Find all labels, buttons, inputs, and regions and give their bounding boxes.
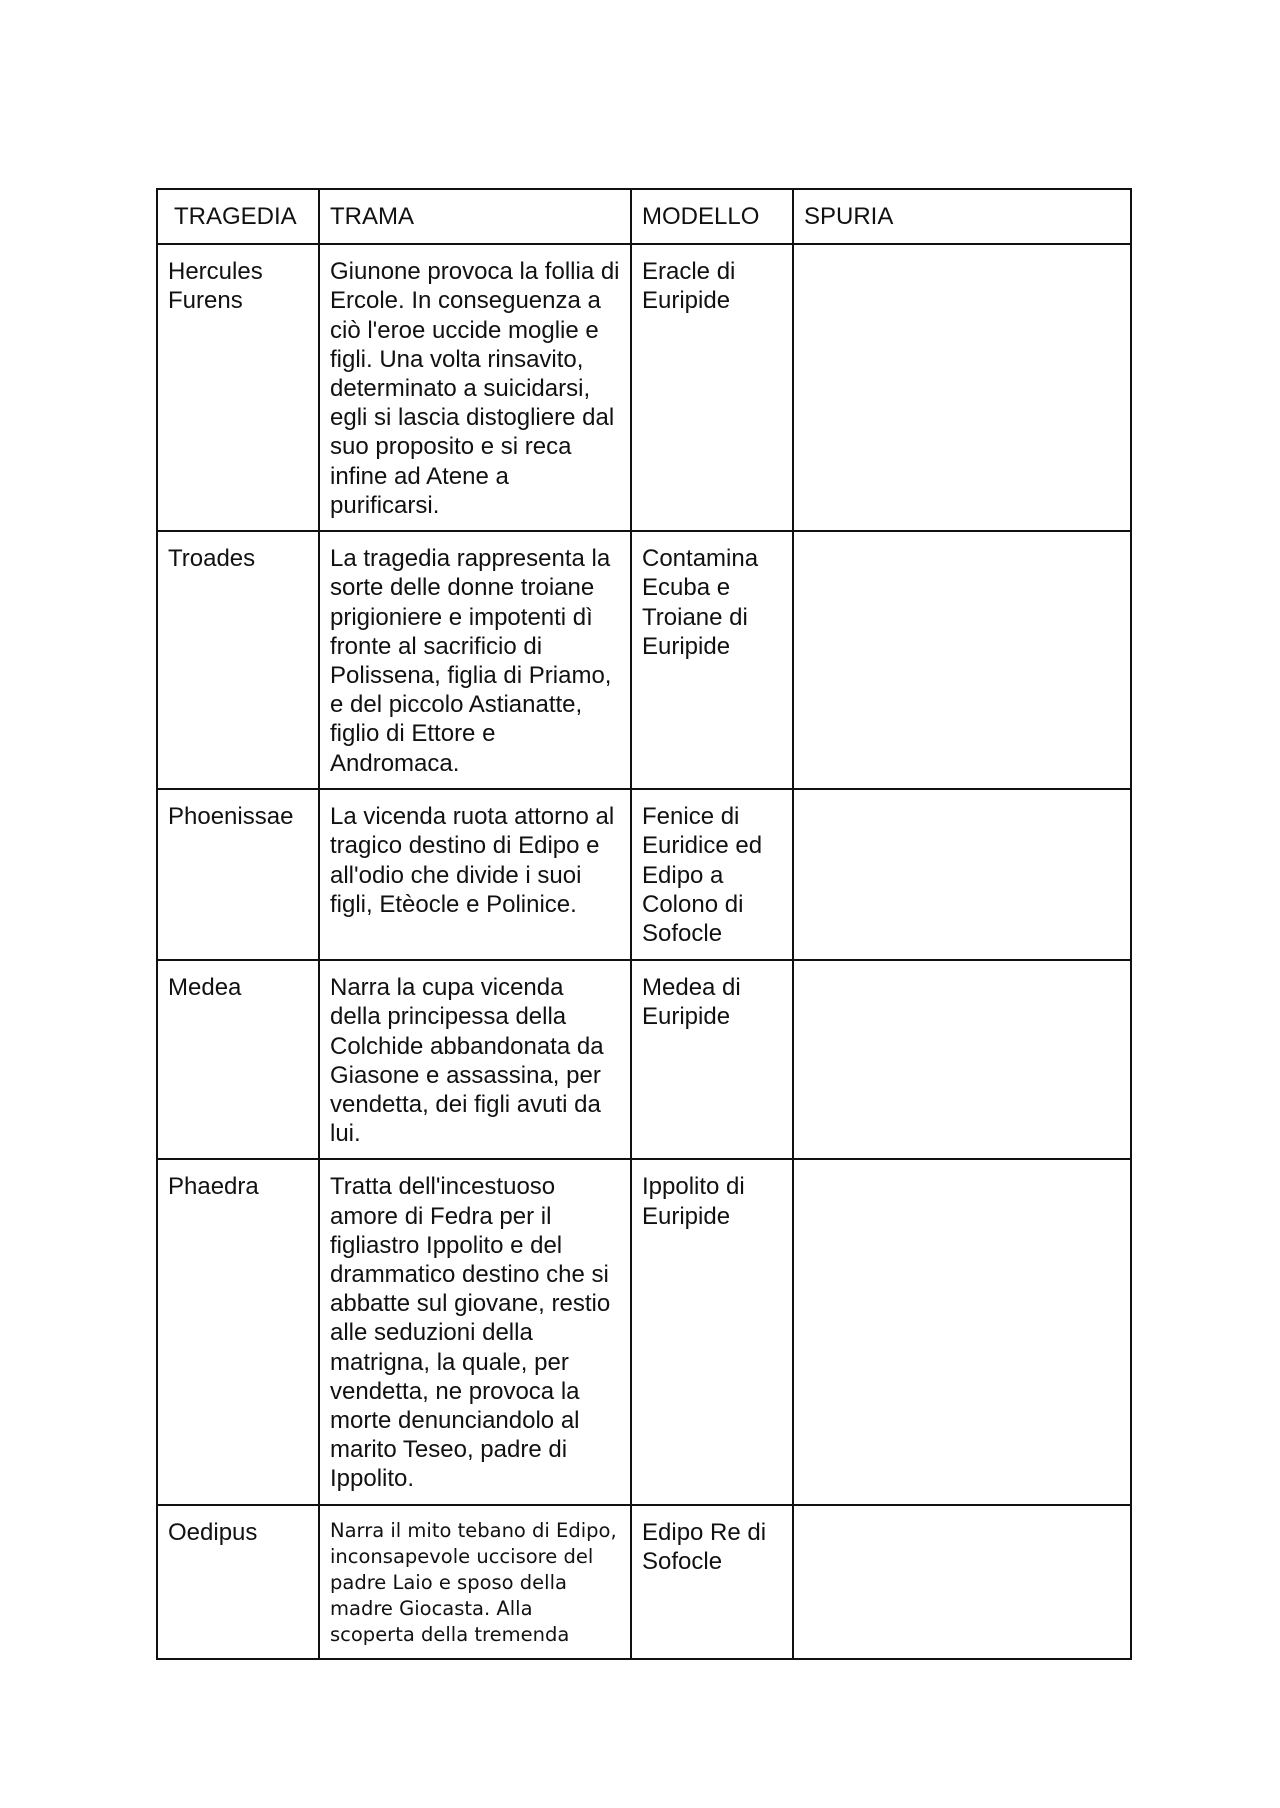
cell-trama: Tratta dell'incestuoso amore di Fedra per il figliastro Ippolito e del drammatico destino che si abbatte sul giovane, restio alle seduzioni della matrigna, la quale, per vendetta, ne provoca la morte denunciandolo al marito Teseo, padre di Ippolito. [319, 1159, 631, 1504]
cell-modello: Fenice di Euridice ed Edipo a Colono di Sofocle [631, 789, 793, 960]
header-tragedia: TRAGEDIA [157, 189, 319, 244]
cell-spuria [793, 531, 1131, 789]
cell-tragedia: Hercules Furens [157, 244, 319, 531]
cell-spuria [793, 960, 1131, 1159]
cell-modello: Eracle di Euripide [631, 244, 793, 531]
cell-tragedia: Medea [157, 960, 319, 1159]
cell-spuria [793, 244, 1131, 531]
cell-modello: Contamina Ecuba e Troiane di Euripide [631, 531, 793, 789]
cell-modello: Ippolito di Euripide [631, 1159, 793, 1504]
table-row [157, 244, 1131, 531]
header-modello: MODELLO [631, 189, 793, 244]
table-row [157, 789, 1131, 960]
cell-tragedia: Troades [157, 531, 319, 789]
table-row [157, 960, 1131, 1159]
table-row [157, 1159, 1131, 1504]
cell-tragedia: Oedipus [157, 1505, 319, 1659]
tragedie-table [156, 188, 1132, 1660]
cell-spuria [793, 1505, 1131, 1659]
cell-trama: Narra il mito tebano di Edipo, inconsapevole uccisore del padre Laio e sposo della madre Giocasta. Alla scoperta della tremenda [319, 1505, 631, 1659]
cell-trama: Narra la cupa vicenda della principessa della Colchide abbandonata da Giasone e assassina, per vendetta, dei figli avuti da lui. [319, 960, 631, 1159]
cell-trama: La vicenda ruota attorno al tragico destino di Edipo e all'odio che divide i suoi figli, Etèocle e Polinice. [319, 789, 631, 960]
cell-modello: Edipo Re di Sofocle [631, 1505, 793, 1659]
table-row [157, 531, 1131, 789]
table-row [157, 1505, 1131, 1659]
table-header-row [157, 189, 1131, 244]
cell-trama: La tragedia rappresenta la sorte delle donne troiane prigioniere e impotenti dì fronte al sacrificio di Polissena, figlia di Priamo, e del piccolo Astianatte, figlio di Ettore e Andromaca. [319, 531, 631, 789]
cell-modello: Medea di Euripide [631, 960, 793, 1159]
cell-spuria [793, 1159, 1131, 1504]
header-trama: TRAMA [319, 189, 631, 244]
cell-spuria [793, 789, 1131, 960]
header-spuria: SPURIA [793, 189, 1131, 244]
cell-tragedia: Phaedra [157, 1159, 319, 1504]
cell-tragedia: Phoenissae [157, 789, 319, 960]
cell-trama: Giunone provoca la follia di Ercole. In conseguenza a ciò l'eroe uccide moglie e figli. Una volta rinsavito, determinato a suicidarsi, egli si lascia distogliere dal suo proposito e si reca infine ad Atene a purificarsi. [319, 244, 631, 531]
